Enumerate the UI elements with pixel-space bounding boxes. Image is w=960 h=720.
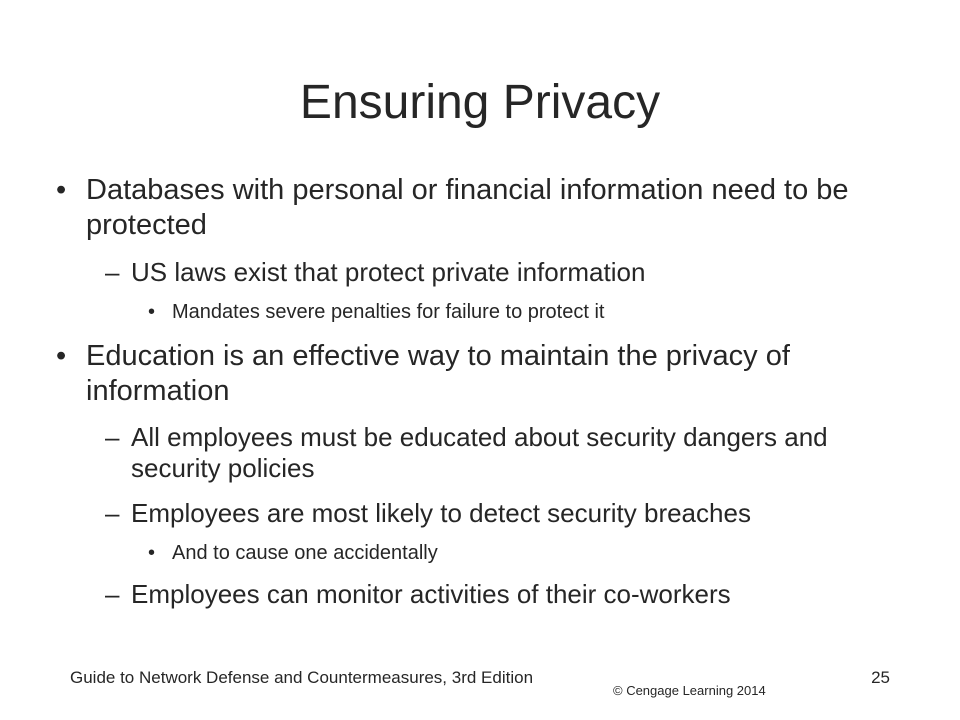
subbullet-text: US laws exist that protect private information	[131, 257, 646, 287]
subsubbullet-text: And to cause one accidentally	[172, 542, 438, 564]
footer-book-title: Guide to Network Defense and Countermeasures, 3rd Edition	[70, 668, 534, 687]
slide-title: Ensuring Privacy	[299, 76, 661, 129]
bullet-text: Databases with personal or financial information need to be protected	[86, 174, 849, 241]
subbullet-marker: –	[105, 257, 120, 287]
subbullet-text: Employees are most likely to detect security breaches	[131, 498, 751, 528]
subsubbullet-marker: •	[148, 542, 156, 564]
subbullet-all-employees	[105, 422, 901, 484]
subbullet-marker: –	[105, 579, 120, 609]
footer-page-number: 25	[871, 668, 890, 687]
bullet-text: Education is an effective way to maintain the privacy of information	[86, 340, 790, 407]
footer-copyright: © Cengage Learning 2014	[613, 683, 766, 698]
bullet-education	[56, 339, 906, 409]
bullet-databases	[56, 173, 906, 243]
bullet-marker: •	[56, 174, 67, 206]
bullet-marker: •	[56, 340, 67, 372]
subbullet-marker: –	[105, 422, 120, 452]
subbullet-monitor-coworkers	[105, 579, 901, 610]
subbullet-text: Employees can monitor activities of their co-workers	[131, 579, 731, 609]
subsubbullet-mandates	[148, 300, 892, 324]
subbullet-us-laws	[105, 257, 901, 288]
subsubbullet-text: Mandates severe penalties for failure to protect it	[172, 301, 605, 323]
subsubbullet-cause-accidentally	[148, 541, 892, 565]
subsubbullet-marker: •	[148, 301, 156, 323]
subbullet-marker: –	[105, 498, 120, 528]
subbullet-text: All employees must be educated about security dangers and security policies	[131, 422, 828, 483]
subbullet-detect-breaches	[105, 498, 901, 529]
